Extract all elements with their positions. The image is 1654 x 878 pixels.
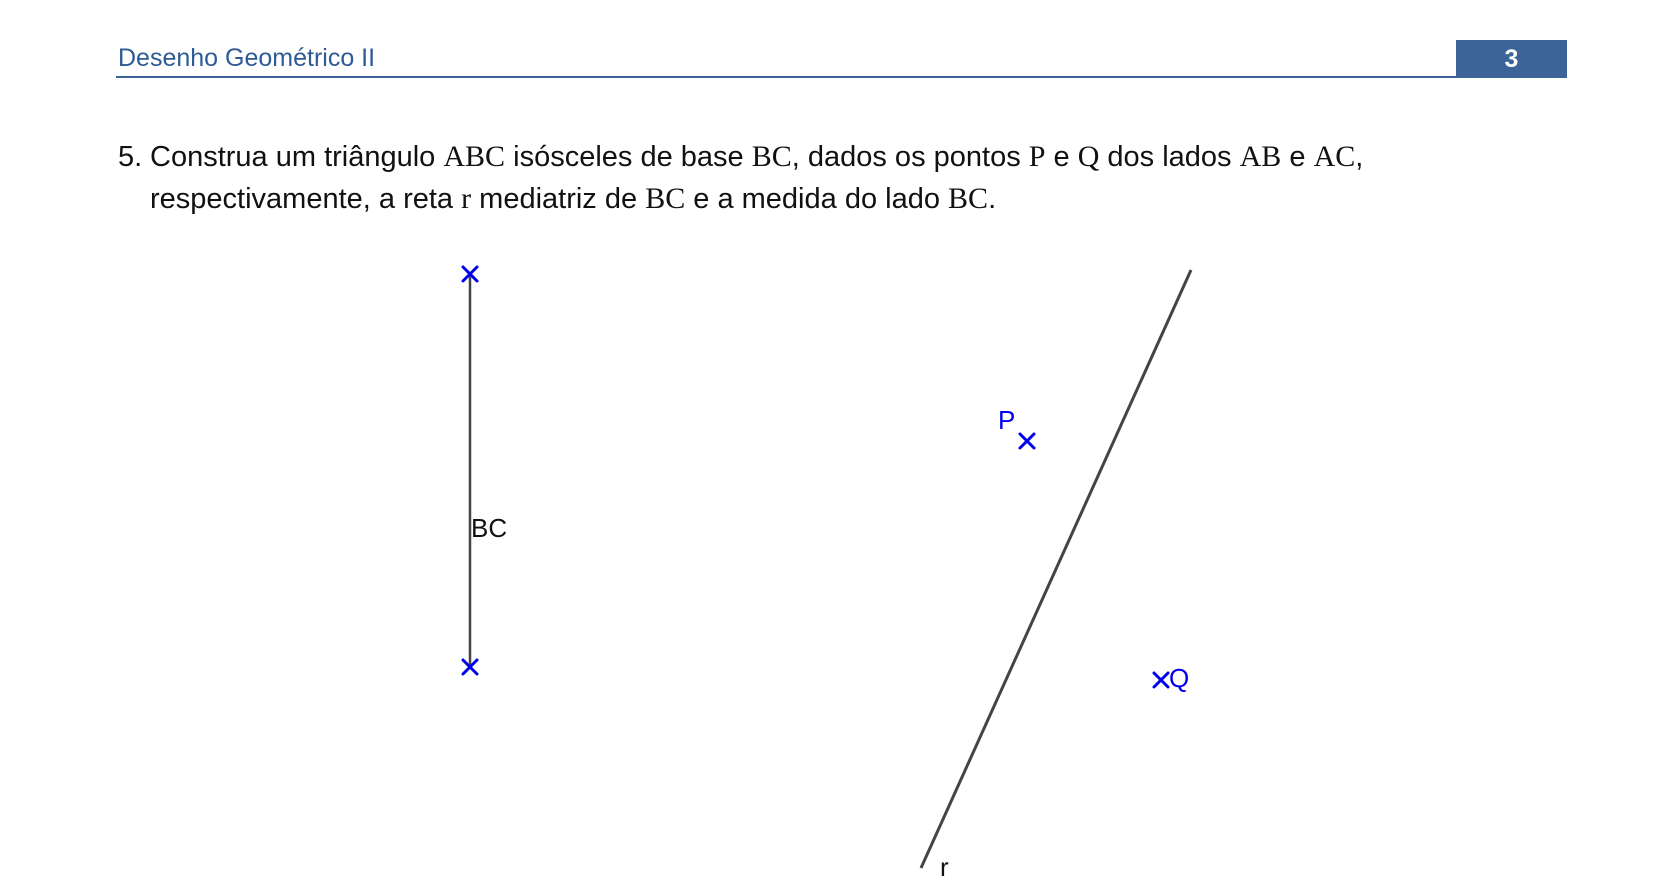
- math-segment-ab: AB: [1239, 140, 1282, 173]
- text-fragment: respectivamente, a reta: [150, 183, 462, 215]
- line-r: [921, 270, 1191, 868]
- point-q-label: Q: [1169, 663, 1190, 693]
- math-segment-bc: BC: [948, 182, 989, 215]
- text-fragment: Construa um triângulo: [150, 141, 444, 173]
- text-fragment: dos lados: [1099, 141, 1240, 173]
- text-fragment: e: [1281, 141, 1314, 173]
- text-fragment: isósceles de base: [505, 141, 752, 173]
- text-fragment: mediatriz de: [471, 183, 646, 215]
- page-number-badge: 3: [1456, 40, 1567, 78]
- math-line-r: r: [461, 182, 472, 215]
- problem-number: 5.: [118, 141, 143, 173]
- text-fragment: .: [988, 183, 997, 215]
- math-segment-ac: AC: [1313, 140, 1356, 173]
- text-fragment: ,: [1355, 141, 1364, 173]
- math-triangle-abc: ABC: [443, 140, 506, 173]
- text-fragment: e: [1045, 141, 1078, 173]
- segment-bc-label: BC: [471, 513, 508, 543]
- math-segment-bc: BC: [751, 140, 792, 173]
- point-p-label: P: [998, 405, 1016, 435]
- point-q-marker: [1154, 673, 1168, 687]
- math-point-p: P: [1028, 140, 1046, 173]
- text-fragment: e a medida do lado: [685, 183, 949, 215]
- line-r-label: r: [940, 852, 949, 878]
- point-p-marker: [1020, 434, 1034, 448]
- math-point-q: Q: [1077, 140, 1100, 173]
- math-segment-bc: BC: [645, 182, 686, 215]
- text-fragment: , dados os pontos: [791, 141, 1029, 173]
- document-header-title: Desenho Geométrico II: [118, 44, 376, 72]
